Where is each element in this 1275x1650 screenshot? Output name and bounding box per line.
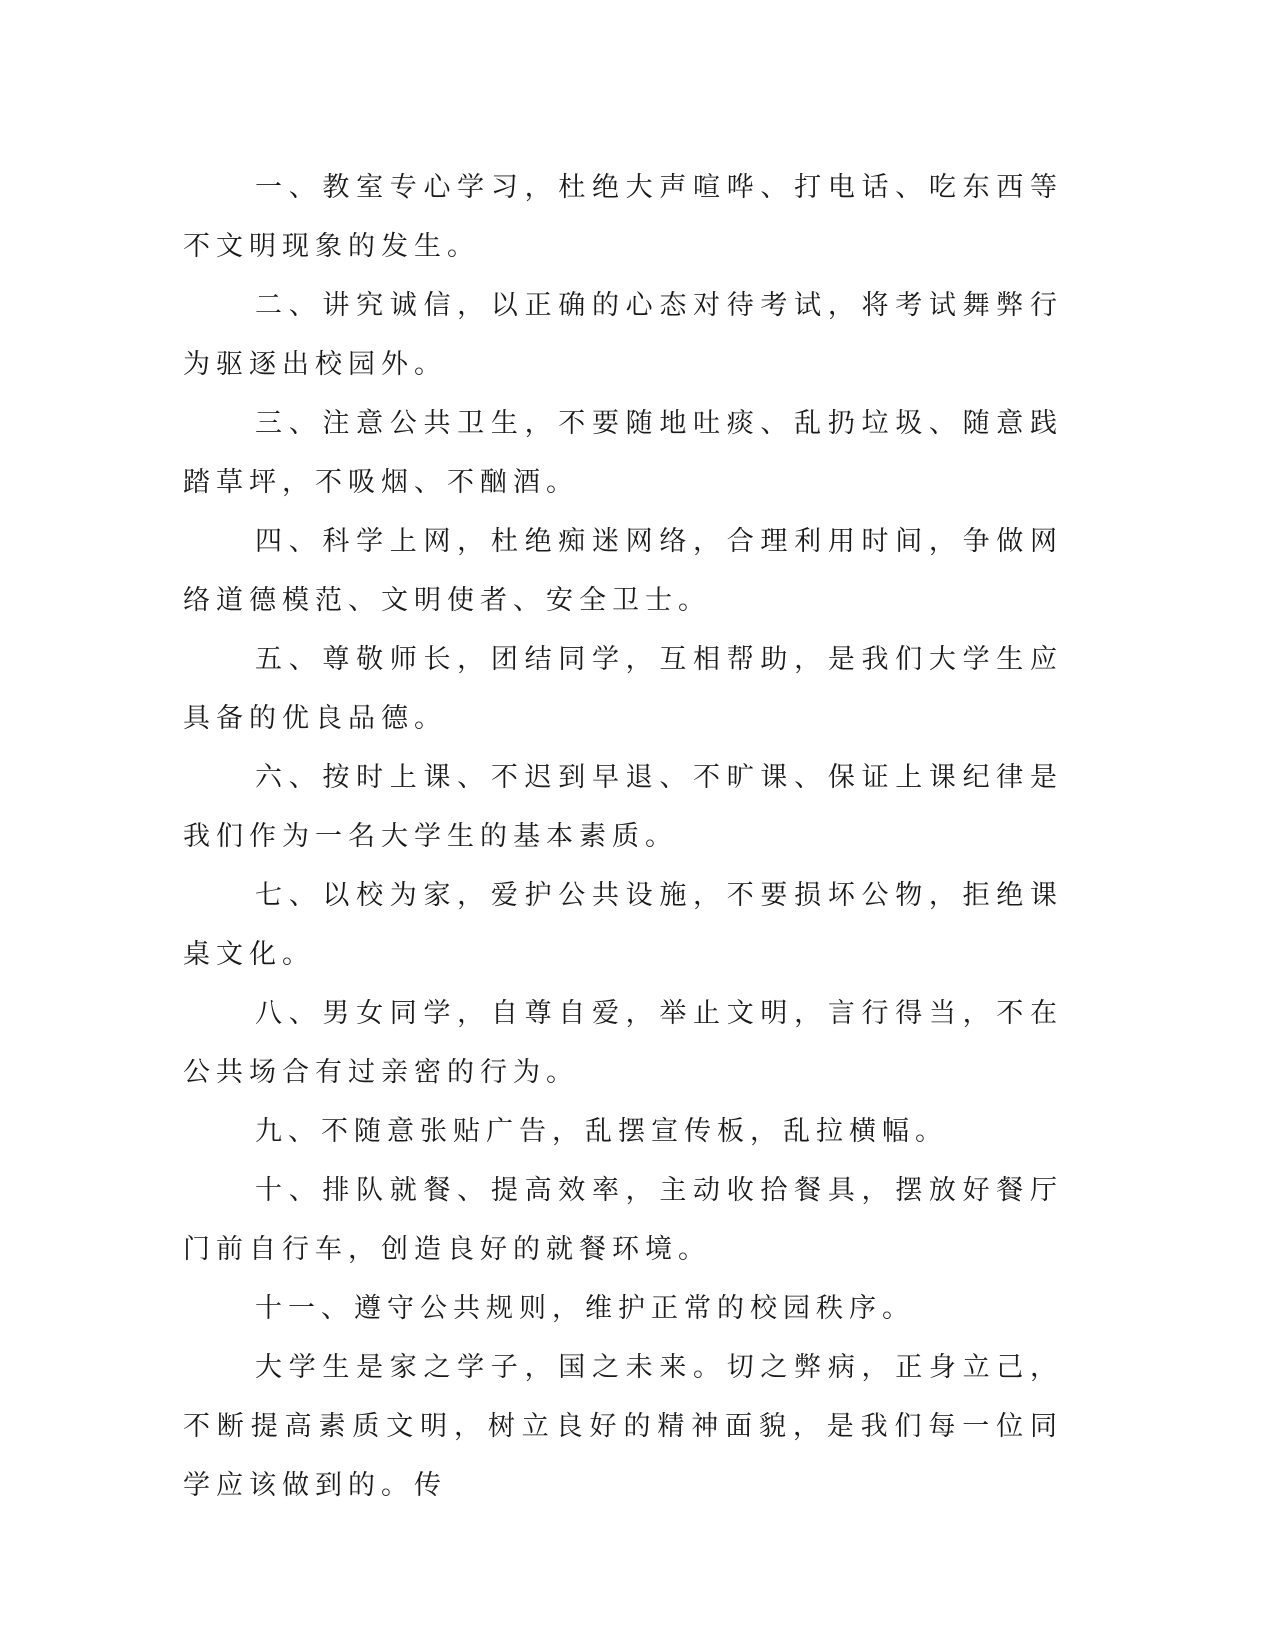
- paragraph-10: 十、排队就餐、提高效率，主动收拾餐具，摆放好餐厅门前自行车，创造良好的就餐环境。: [183, 1175, 1063, 1265]
- paragraph-2: 二、讲究诚信，以正确的心态对待考试，将考试舞弊行为驱逐出校园外。: [183, 290, 1063, 380]
- paragraph-4: 四、科学上网，杜绝痴迷网络，合理利用时间，争做网络道德模范、文明使者、安全卫士。: [183, 526, 1063, 616]
- paragraph-12: 大学生是家之学子，国之未来。切之弊病，正身立己，不断提高素质文明，树立良好的精神面貌，是我们每一位同学应该做到的。传: [183, 1352, 1063, 1501]
- paragraph-5: 五、尊敬师长，团结同学，互相帮助，是我们大学生应具备的优良品德。: [183, 644, 1063, 734]
- paragraph-8: 八、男女同学，自尊自爱，举止文明，言行得当，不在公共场合有过亲密的行为。: [183, 998, 1063, 1088]
- paragraph-9: 九、不随意张贴广告，乱摆宣传板，乱拉横幅。: [255, 1116, 948, 1147]
- document-body: [183, 158, 1063, 1515]
- paragraph-1: 一、教室专心学习，杜绝大声喧哗、打电话、吃东西等不文明现象的发生。: [183, 172, 1063, 262]
- paragraph-7: 七、以校为家，爱护公共设施，不要损坏公物，拒绝课桌文化。: [183, 880, 1063, 970]
- paragraph-3: 三、注意公共卫生，不要随地吐痰、乱扔垃圾、随意践踏草坪，不吸烟、不酗酒。: [183, 408, 1063, 498]
- paragraph-11: 十一、遵守公共规则，维护正常的校园秩序。: [255, 1293, 915, 1324]
- paragraph-6: 六、按时上课、不迟到早退、不旷课、保证上课纪律是我们作为一名大学生的基本素质。: [183, 762, 1063, 852]
